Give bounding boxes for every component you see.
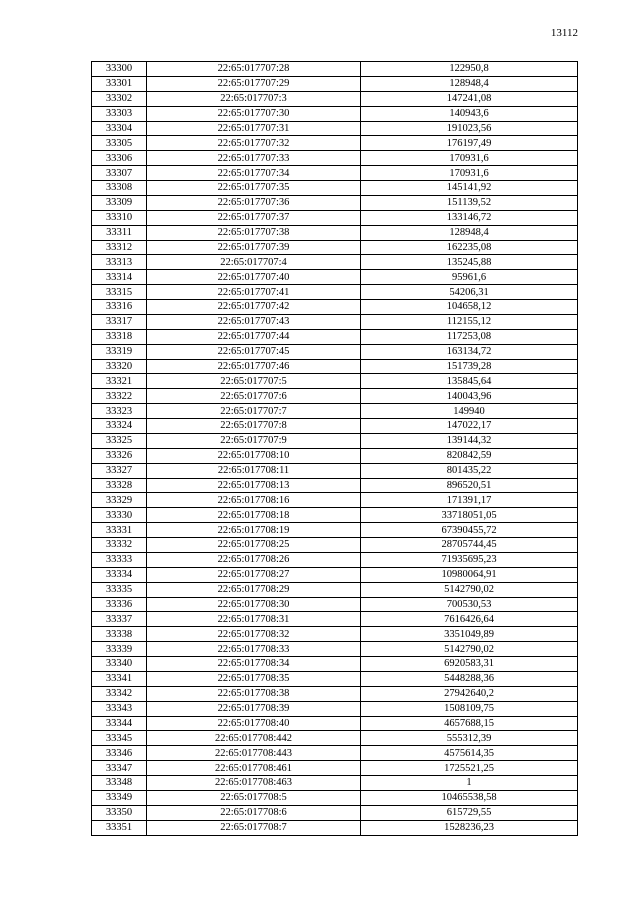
table-row xyxy=(92,285,578,300)
row-number-cell: 33309 xyxy=(92,195,147,210)
row-number-cell: 33301 xyxy=(92,76,147,91)
cadastral-number-cell: 22:65:017707:39 xyxy=(147,240,361,255)
cadastral-number-cell: 22:65:017707:33 xyxy=(147,151,361,166)
table-row xyxy=(92,448,578,463)
value-cell: 1 xyxy=(361,776,578,791)
row-number-cell: 33311 xyxy=(92,225,147,240)
table-row xyxy=(92,225,578,240)
cadastral-number-cell: 22:65:017708:31 xyxy=(147,612,361,627)
value-cell: 700530,53 xyxy=(361,597,578,612)
cadastral-number-cell: 22:65:017707:44 xyxy=(147,329,361,344)
row-number-cell: 33312 xyxy=(92,240,147,255)
row-number-cell: 33338 xyxy=(92,627,147,642)
table-row xyxy=(92,612,578,627)
row-number-cell: 33347 xyxy=(92,761,147,776)
value-cell: 104658,12 xyxy=(361,300,578,315)
row-number-cell: 33329 xyxy=(92,493,147,508)
cadastral-number-cell: 22:65:017707:37 xyxy=(147,210,361,225)
row-number-cell: 33308 xyxy=(92,181,147,196)
table-row xyxy=(92,62,578,77)
row-number-cell: 33303 xyxy=(92,106,147,121)
value-cell: 162235,08 xyxy=(361,240,578,255)
table-row xyxy=(92,151,578,166)
table-row xyxy=(92,121,578,136)
value-cell: 140043,96 xyxy=(361,389,578,404)
value-cell: 95961,6 xyxy=(361,270,578,285)
value-cell: 147241,08 xyxy=(361,91,578,106)
cadastral-number-cell: 22:65:017708:7 xyxy=(147,820,361,835)
table-row xyxy=(92,552,578,567)
row-number-cell: 33345 xyxy=(92,731,147,746)
value-cell: 112155,12 xyxy=(361,314,578,329)
row-number-cell: 33300 xyxy=(92,62,147,77)
cadastral-number-cell: 22:65:017707:36 xyxy=(147,195,361,210)
table-row xyxy=(92,805,578,820)
value-cell: 145141,92 xyxy=(361,181,578,196)
table-row xyxy=(92,136,578,151)
value-cell: 135845,64 xyxy=(361,374,578,389)
table-row xyxy=(92,478,578,493)
table-row xyxy=(92,314,578,329)
row-number-cell: 33351 xyxy=(92,820,147,835)
cadastral-number-cell: 22:65:017708:33 xyxy=(147,642,361,657)
value-cell: 176197,49 xyxy=(361,136,578,151)
table-row xyxy=(92,508,578,523)
row-number-cell: 33344 xyxy=(92,716,147,731)
cadastral-number-cell: 22:65:017708:443 xyxy=(147,746,361,761)
cadastral-number-cell: 22:65:017708:19 xyxy=(147,523,361,538)
value-cell: 801435,22 xyxy=(361,463,578,478)
cadastral-number-cell: 22:65:017708:13 xyxy=(147,478,361,493)
value-cell: 191023,56 xyxy=(361,121,578,136)
value-cell: 67390455,72 xyxy=(361,523,578,538)
table-row xyxy=(92,300,578,315)
cadastral-number-cell: 22:65:017707:32 xyxy=(147,136,361,151)
cadastral-number-cell: 22:65:017707:43 xyxy=(147,314,361,329)
table-row xyxy=(92,106,578,121)
cadastral-number-cell: 22:65:017707:46 xyxy=(147,359,361,374)
table-row xyxy=(92,657,578,672)
table-row xyxy=(92,166,578,181)
row-number-cell: 33343 xyxy=(92,701,147,716)
table-row xyxy=(92,463,578,478)
page-number: 13112 xyxy=(550,27,578,39)
row-number-cell: 33318 xyxy=(92,329,147,344)
value-cell: 133146,72 xyxy=(361,210,578,225)
cadastral-number-cell: 22:65:017707:42 xyxy=(147,300,361,315)
row-number-cell: 33346 xyxy=(92,746,147,761)
row-number-cell: 33306 xyxy=(92,151,147,166)
table-row xyxy=(92,746,578,761)
table-row xyxy=(92,776,578,791)
row-number-cell: 33324 xyxy=(92,419,147,434)
row-number-cell: 33317 xyxy=(92,314,147,329)
row-number-cell: 33325 xyxy=(92,433,147,448)
cadastral-number-cell: 22:65:017708:39 xyxy=(147,701,361,716)
row-number-cell: 33321 xyxy=(92,374,147,389)
value-cell: 4657688,15 xyxy=(361,716,578,731)
value-cell: 5142790,02 xyxy=(361,582,578,597)
value-cell: 54206,31 xyxy=(361,285,578,300)
table-row xyxy=(92,329,578,344)
row-number-cell: 33310 xyxy=(92,210,147,225)
cadastral-number-cell: 22:65:017708:18 xyxy=(147,508,361,523)
cadastral-number-cell: 22:65:017708:6 xyxy=(147,805,361,820)
table-row xyxy=(92,582,578,597)
value-cell: 5142790,02 xyxy=(361,642,578,657)
cadastral-number-cell: 22:65:017707:30 xyxy=(147,106,361,121)
cadastral-number-cell: 22:65:017707:5 xyxy=(147,374,361,389)
cadastral-number-cell: 22:65:017708:35 xyxy=(147,671,361,686)
table-row xyxy=(92,374,578,389)
row-number-cell: 33331 xyxy=(92,523,147,538)
value-cell: 820842,59 xyxy=(361,448,578,463)
cadastral-number-cell: 22:65:017707:8 xyxy=(147,419,361,434)
table-row xyxy=(92,433,578,448)
table-row xyxy=(92,716,578,731)
cadastral-number-cell: 22:65:017707:34 xyxy=(147,166,361,181)
value-cell: 117253,08 xyxy=(361,329,578,344)
cadastral-number-cell: 22:65:017707:6 xyxy=(147,389,361,404)
table-row xyxy=(92,686,578,701)
table-row xyxy=(92,181,578,196)
cadastral-number-cell: 22:65:017707:31 xyxy=(147,121,361,136)
value-cell: 147022,17 xyxy=(361,419,578,434)
table-row xyxy=(92,91,578,106)
row-number-cell: 33304 xyxy=(92,121,147,136)
row-number-cell: 33332 xyxy=(92,538,147,553)
value-cell: 896520,51 xyxy=(361,478,578,493)
table-row xyxy=(92,567,578,582)
value-cell: 149940 xyxy=(361,404,578,419)
cadastral-number-cell: 22:65:017707:45 xyxy=(147,344,361,359)
value-cell: 151739,28 xyxy=(361,359,578,374)
table-row xyxy=(92,419,578,434)
value-cell: 71935695,23 xyxy=(361,552,578,567)
value-cell: 27942640,2 xyxy=(361,686,578,701)
row-number-cell: 33319 xyxy=(92,344,147,359)
row-number-cell: 33336 xyxy=(92,597,147,612)
table-row xyxy=(92,671,578,686)
cadastral-number-cell: 22:65:017707:35 xyxy=(147,181,361,196)
value-cell: 555312,39 xyxy=(361,731,578,746)
table-row xyxy=(92,761,578,776)
row-number-cell: 33340 xyxy=(92,657,147,672)
row-number-cell: 33307 xyxy=(92,166,147,181)
row-number-cell: 33327 xyxy=(92,463,147,478)
table-row xyxy=(92,731,578,746)
value-cell: 10980064,91 xyxy=(361,567,578,582)
value-cell: 1508109,75 xyxy=(361,701,578,716)
table-row xyxy=(92,389,578,404)
table-body xyxy=(92,62,578,836)
cadastral-number-cell: 22:65:017708:463 xyxy=(147,776,361,791)
table-row xyxy=(92,627,578,642)
table-row xyxy=(92,240,578,255)
table-row xyxy=(92,523,578,538)
cadastral-number-cell: 22:65:017708:442 xyxy=(147,731,361,746)
cadastral-number-cell: 22:65:017708:34 xyxy=(147,657,361,672)
cadastral-number-cell: 22:65:017708:16 xyxy=(147,493,361,508)
row-number-cell: 33337 xyxy=(92,612,147,627)
row-number-cell: 33314 xyxy=(92,270,147,285)
row-number-cell: 33350 xyxy=(92,805,147,820)
value-cell: 122950,8 xyxy=(361,62,578,77)
row-number-cell: 33339 xyxy=(92,642,147,657)
cadastral-number-cell: 22:65:017708:32 xyxy=(147,627,361,642)
cadastral-number-cell: 22:65:017708:5 xyxy=(147,790,361,805)
cadastral-number-cell: 22:65:017708:38 xyxy=(147,686,361,701)
row-number-cell: 33316 xyxy=(92,300,147,315)
cadastral-number-cell: 22:65:017707:4 xyxy=(147,255,361,270)
table-row xyxy=(92,195,578,210)
value-cell: 1528236,23 xyxy=(361,820,578,835)
value-cell: 128948,4 xyxy=(361,225,578,240)
value-cell: 140943,6 xyxy=(361,106,578,121)
table-row xyxy=(92,344,578,359)
row-number-cell: 33342 xyxy=(92,686,147,701)
value-cell: 4575614,35 xyxy=(361,746,578,761)
cadastral-number-cell: 22:65:017707:29 xyxy=(147,76,361,91)
row-number-cell: 33322 xyxy=(92,389,147,404)
cadastral-number-cell: 22:65:017708:29 xyxy=(147,582,361,597)
row-number-cell: 33315 xyxy=(92,285,147,300)
row-number-cell: 33326 xyxy=(92,448,147,463)
cadastral-number-cell: 22:65:017708:27 xyxy=(147,567,361,582)
value-cell: 139144,32 xyxy=(361,433,578,448)
value-cell: 6920583,31 xyxy=(361,657,578,672)
table-row xyxy=(92,820,578,835)
value-cell: 615729,55 xyxy=(361,805,578,820)
cadastral-number-cell: 22:65:017707:41 xyxy=(147,285,361,300)
row-number-cell: 33349 xyxy=(92,790,147,805)
cadastral-number-cell: 22:65:017708:25 xyxy=(147,538,361,553)
value-cell: 135245,88 xyxy=(361,255,578,270)
value-cell: 128948,4 xyxy=(361,76,578,91)
row-number-cell: 33305 xyxy=(92,136,147,151)
value-cell: 5448288,36 xyxy=(361,671,578,686)
cadastral-number-cell: 22:65:017708:40 xyxy=(147,716,361,731)
row-number-cell: 33320 xyxy=(92,359,147,374)
value-cell: 33718051,05 xyxy=(361,508,578,523)
value-cell: 170931,6 xyxy=(361,151,578,166)
table-row xyxy=(92,76,578,91)
value-cell: 7616426,64 xyxy=(361,612,578,627)
value-cell: 10465538,58 xyxy=(361,790,578,805)
table-row xyxy=(92,538,578,553)
table-row xyxy=(92,210,578,225)
value-cell: 28705744,45 xyxy=(361,538,578,553)
value-cell: 1725521,25 xyxy=(361,761,578,776)
row-number-cell: 33348 xyxy=(92,776,147,791)
row-number-cell: 33341 xyxy=(92,671,147,686)
row-number-cell: 33323 xyxy=(92,404,147,419)
cadastral-number-cell: 22:65:017708:11 xyxy=(147,463,361,478)
value-cell: 151139,52 xyxy=(361,195,578,210)
row-number-cell: 33333 xyxy=(92,552,147,567)
cadastral-number-cell: 22:65:017707:28 xyxy=(147,62,361,77)
value-cell: 3351049,89 xyxy=(361,627,578,642)
cadastral-number-cell: 22:65:017708:10 xyxy=(147,448,361,463)
cadastral-table xyxy=(91,61,578,836)
row-number-cell: 33330 xyxy=(92,508,147,523)
table-row xyxy=(92,642,578,657)
cadastral-number-cell: 22:65:017707:9 xyxy=(147,433,361,448)
cadastral-number-cell: 22:65:017707:3 xyxy=(147,91,361,106)
table-row xyxy=(92,255,578,270)
table-row xyxy=(92,701,578,716)
cadastral-number-cell: 22:65:017708:30 xyxy=(147,597,361,612)
cadastral-number-cell: 22:65:017708:461 xyxy=(147,761,361,776)
cadastral-number-cell: 22:65:017707:40 xyxy=(147,270,361,285)
value-cell: 163134,72 xyxy=(361,344,578,359)
table-row xyxy=(92,359,578,374)
row-number-cell: 33302 xyxy=(92,91,147,106)
row-number-cell: 33335 xyxy=(92,582,147,597)
row-number-cell: 33328 xyxy=(92,478,147,493)
table-row xyxy=(92,404,578,419)
cadastral-number-cell: 22:65:017707:38 xyxy=(147,225,361,240)
table-row xyxy=(92,493,578,508)
value-cell: 170931,6 xyxy=(361,166,578,181)
table-row xyxy=(92,790,578,805)
cadastral-number-cell: 22:65:017707:7 xyxy=(147,404,361,419)
table-row xyxy=(92,270,578,285)
row-number-cell: 33313 xyxy=(92,255,147,270)
cadastral-number-cell: 22:65:017708:26 xyxy=(147,552,361,567)
row-number-cell: 33334 xyxy=(92,567,147,582)
value-cell: 171391,17 xyxy=(361,493,578,508)
table-row xyxy=(92,597,578,612)
